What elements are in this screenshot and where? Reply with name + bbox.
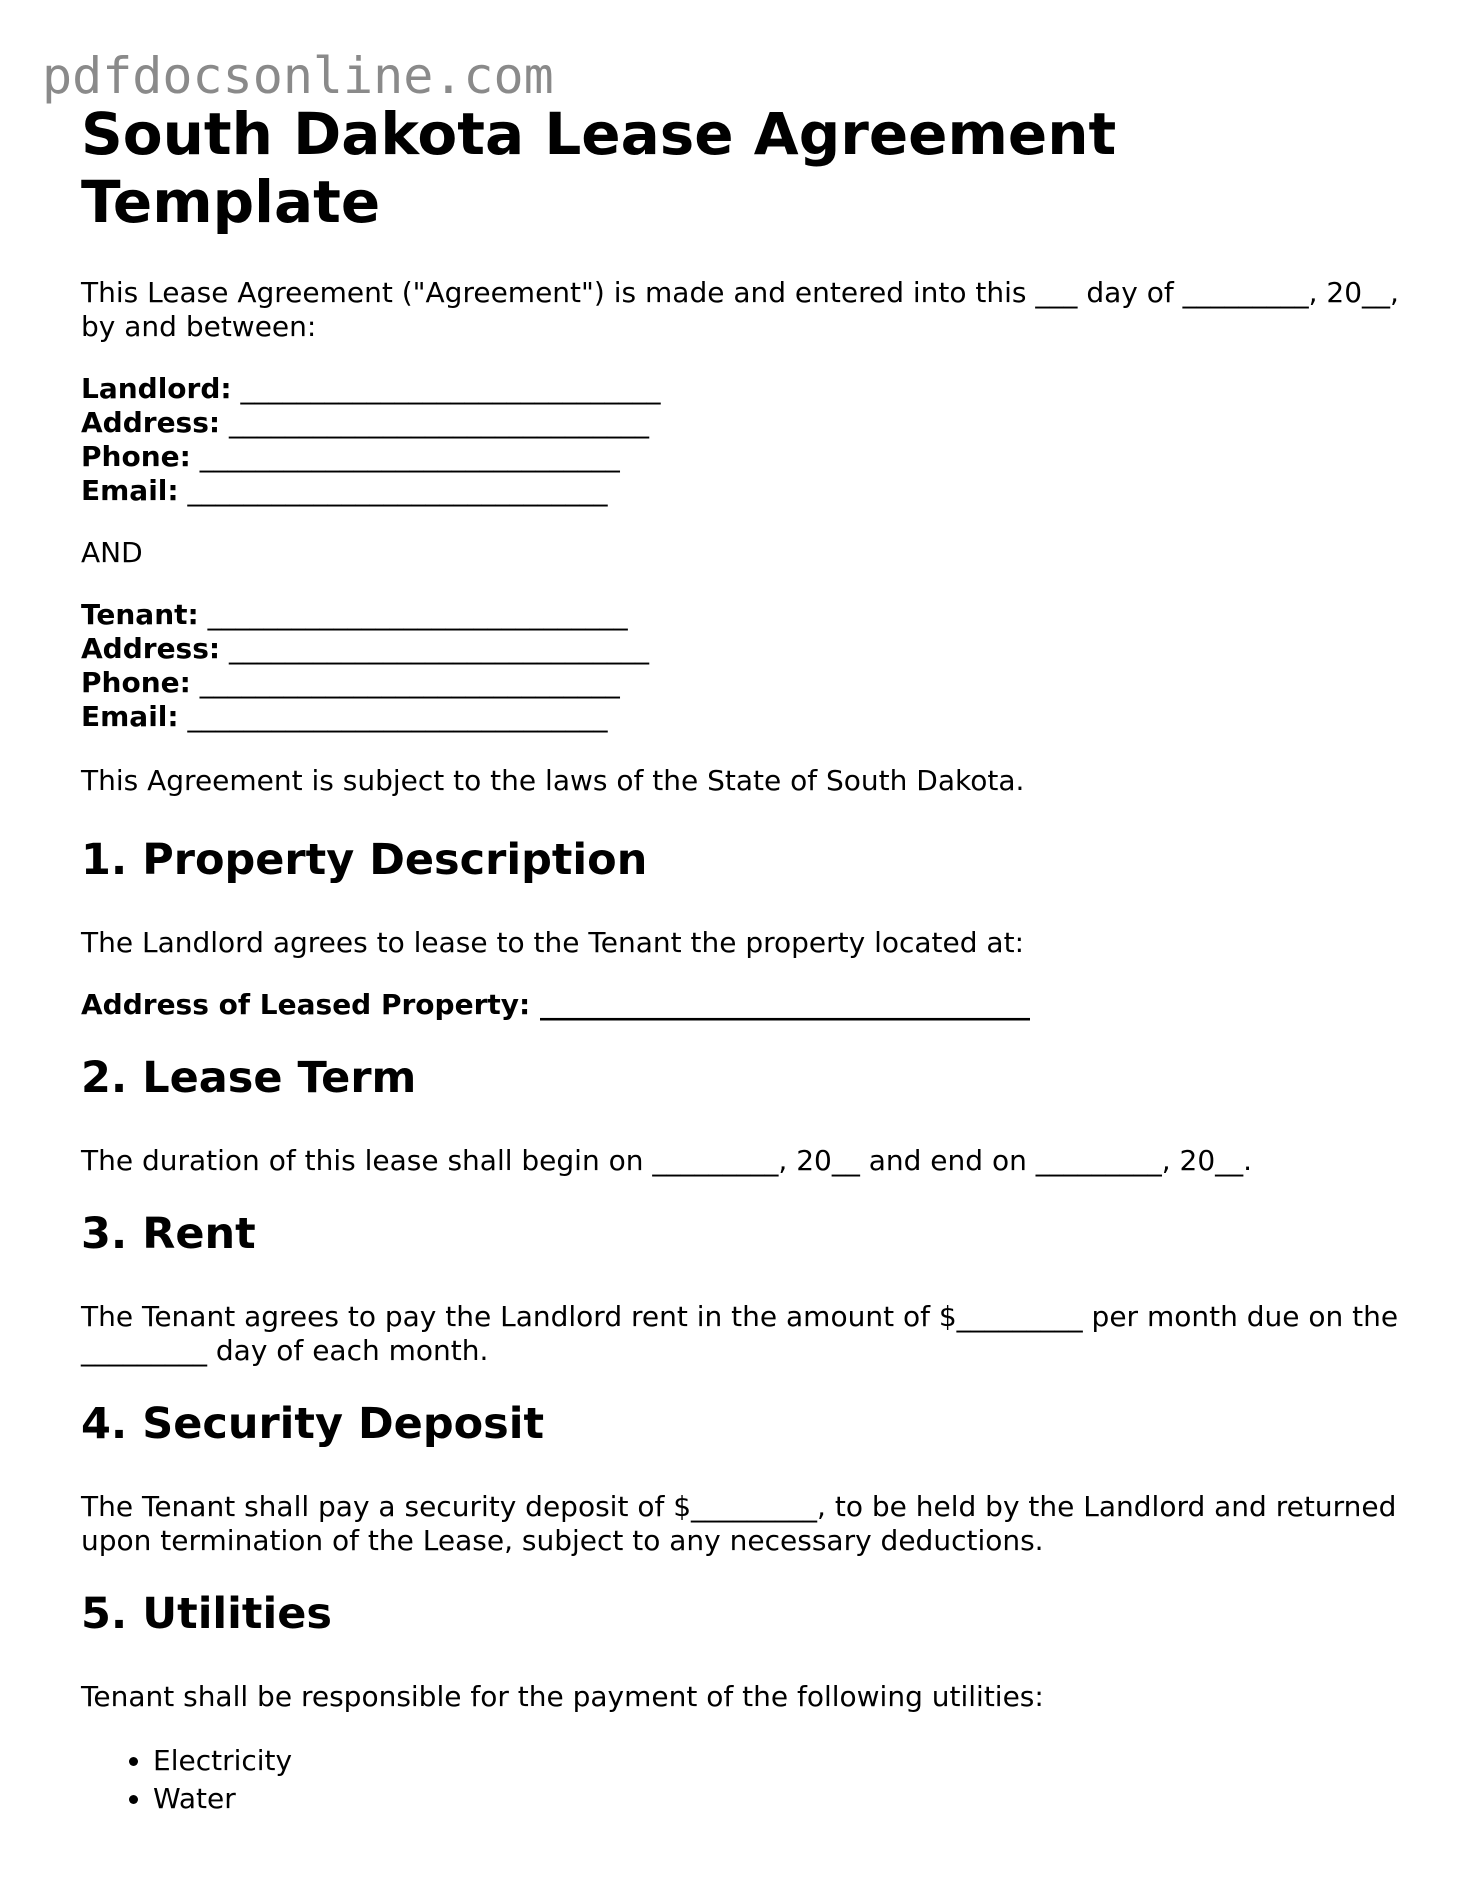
landlord-fields: [81, 372, 1411, 508]
landlord-email-blank: ______________________________: [178, 474, 608, 507]
section-heading-lease-term: 2. Lease Term: [81, 1053, 417, 1103]
list-item: • Electricity: [153, 1742, 1411, 1780]
section-heading-utilities: 5. Utilities: [81, 1589, 332, 1639]
tenant-phone-label: Phone:: [81, 666, 191, 699]
leased-property-address-field: [81, 988, 1411, 1022]
tenant-name-blank: ______________________________: [198, 598, 628, 631]
tenant-phone-blank: ______________________________: [190, 666, 620, 699]
tenant-name-field: [81, 598, 1411, 632]
utilities-list: [81, 1742, 1411, 1818]
tenant-address-label: Address:: [81, 632, 221, 665]
landlord-phone-label: Phone:: [81, 440, 191, 473]
tenant-email-field: [81, 700, 1411, 734]
landlord-name-blank: ______________________________: [231, 372, 661, 405]
section-heading-security-deposit: 4. Security Deposit: [81, 1399, 545, 1449]
tenant-email-blank: ______________________________: [178, 700, 608, 733]
intro-paragraph: This Lease Agreement ("Agreement") is made and entered into this ___ day of _________, 20__, by and between:: [81, 276, 1399, 343]
landlord-email-label: Email:: [81, 474, 179, 507]
landlord-phone-field: [81, 440, 1411, 474]
landlord-address-label: Address:: [81, 406, 221, 439]
landlord-name-label: Landlord:: [81, 372, 232, 405]
leased-property-address-blank: ___________________________________: [530, 988, 1030, 1021]
leased-property-address-label: Address of Leased Property:: [81, 988, 531, 1021]
landlord-address-field: [81, 406, 1411, 440]
lease-term-paragraph: The duration of this lease shall begin on _________, 20__ and end on _________, 20__.: [81, 1144, 1253, 1177]
tenant-email-label: Email:: [81, 700, 179, 733]
utilities-paragraph: Tenant shall be responsible for the payment of the following utilities:: [81, 1680, 1044, 1713]
document-title: South Dakota Lease Agreement Template: [81, 100, 1117, 236]
list-item: • Water: [153, 1780, 1411, 1818]
section-heading-property: 1. Property Description: [81, 835, 648, 885]
landlord-phone-blank: ______________________________: [190, 440, 620, 473]
property-paragraph: The Landlord agrees to lease to the Tenant the property located at:: [81, 926, 1025, 959]
landlord-address-blank: ______________________________: [220, 406, 649, 439]
tenant-fields: [81, 598, 1411, 734]
tenant-address-field: [81, 632, 1411, 666]
tenant-phone-field: [81, 666, 1411, 700]
rent-paragraph: The Tenant agrees to pay the Landlord rent in the amount of $_________ per month due on the _________ day of each month.: [81, 1300, 1399, 1367]
landlord-email-field: [81, 474, 1411, 508]
governing-law-paragraph: This Agreement is subject to the laws of the State of South Dakota.: [81, 764, 1025, 797]
document-page: [81, 100, 1411, 1818]
section-heading-rent: 3. Rent: [81, 1209, 256, 1259]
landlord-name-field: [81, 372, 1411, 406]
tenant-address-blank: ______________________________: [220, 632, 649, 665]
and-separator: AND: [81, 536, 143, 569]
security-deposit-paragraph: The Tenant shall pay a security deposit of $_________, to be held by the Landlord and returned upon termination of the Lease, subject to any necessary deductions.: [81, 1490, 1397, 1557]
watermark: pdfdocsonline.com: [42, 47, 554, 105]
tenant-name-label: Tenant:: [81, 598, 199, 631]
